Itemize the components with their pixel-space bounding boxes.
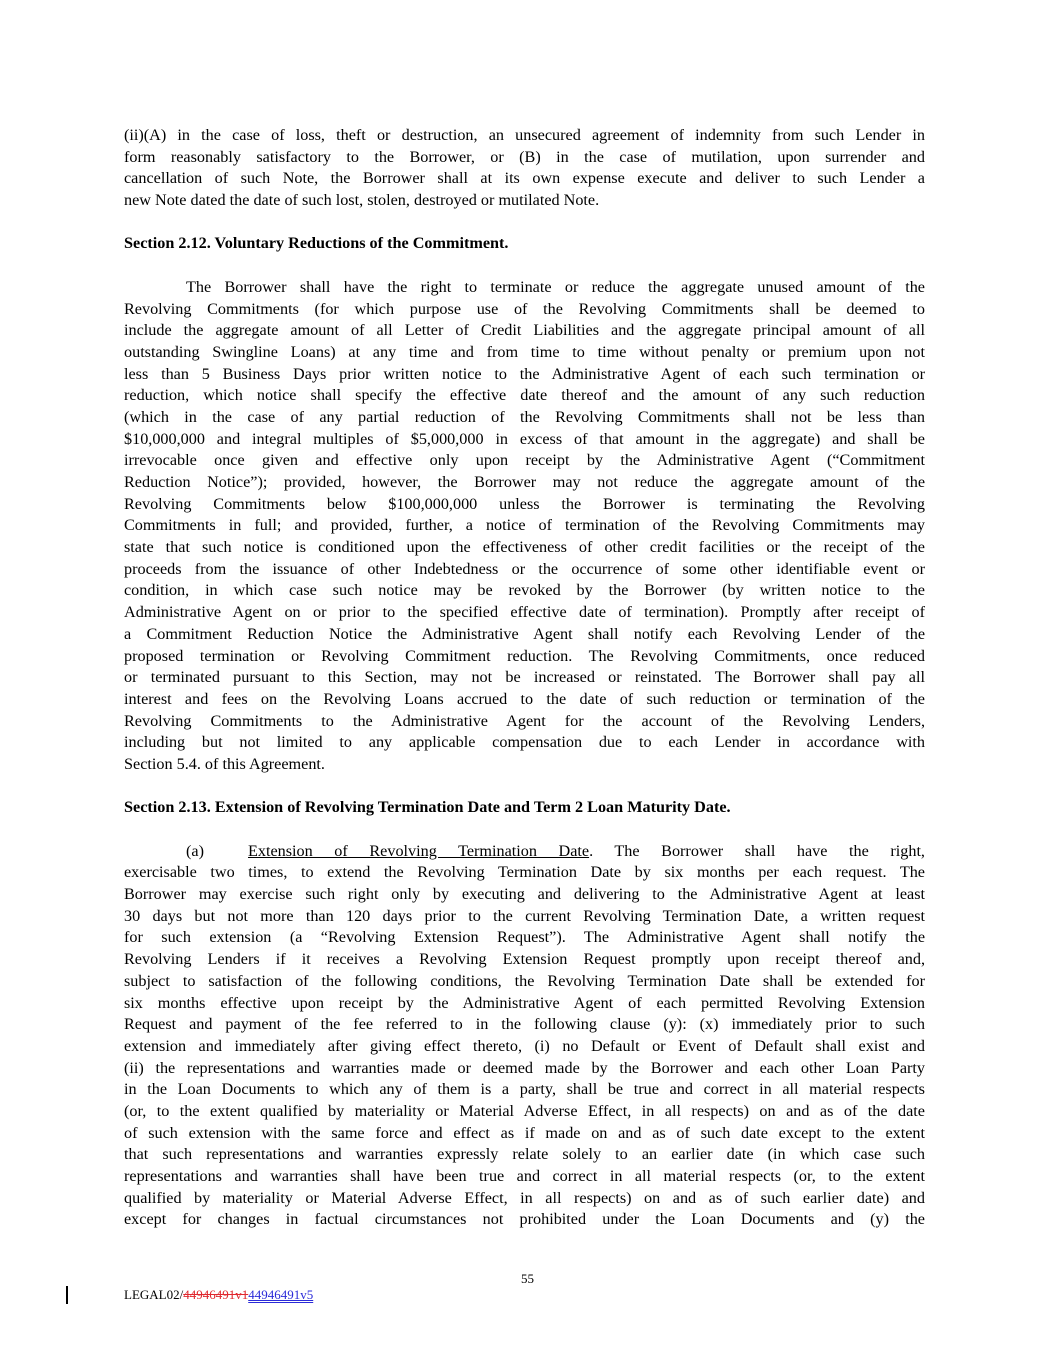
section-heading-2-12: Section 2.12. Voluntary Reductions of the Commitment.	[124, 234, 509, 253]
page-number: 55	[521, 1271, 534, 1286]
text-line: six months effective upon receipt by the Administrative Agent of each permitted Revolving Extension	[124, 993, 925, 1012]
doc-prefix: LEGAL02/	[124, 1287, 184, 1302]
text-line: Revolving Commitments to the Administrative Agent for the account of the Revolving Lenders,	[124, 711, 925, 730]
text-line: $10,000,000 and integral multiples of $5,000,000 in excess of that amount in the aggregate) and shall be	[124, 429, 925, 448]
text-line: exercisable two times, to extend the Revolving Termination Date by six months per each request. The	[124, 863, 925, 882]
text-line: except for changes in factual circumstances not prohibited under the Loan Documents and (y) the	[124, 1210, 925, 1229]
text-line: (which in the case of any partial reduction of the Revolving Commitments shall not be less than	[124, 407, 925, 426]
paragraph-extension	[124, 862, 925, 1231]
text-line: interest and fees on the Revolving Loans accrued to the date of such reduction or termination of the	[124, 689, 925, 708]
text-line: proposed termination or Revolving Commitment reduction. The Revolving Commitments, once reduced	[124, 646, 925, 665]
text-line: (ii)(A) in the case of loss, theft or destruction, an unsecured agreement of indemnity from such Lender in	[124, 126, 925, 144]
deleted-version: 44946491v1	[183, 1287, 249, 1302]
clause-text: . The Borrower shall have the right,	[589, 841, 925, 860]
text-line: Borrower may exercise such right only by executing and delivering to the Administrative Agent at least	[124, 885, 925, 904]
text-line: less than 5 Business Days prior written notice to the Administrative Agent of each such termination or	[124, 364, 925, 383]
text-line: new Note dated the date of such lost, stolen, destroyed or mutilated Note.	[124, 191, 600, 210]
text-line: reduction, which notice shall specify the effective date thereof and the amount of any such reduction	[124, 386, 925, 405]
text-line: subject to satisfaction of the following conditions, the Revolving Termination Date shall be extended for	[124, 971, 925, 990]
text-line: cancellation of such Note, the Borrower shall at its own expense execute and deliver to such Lender a	[124, 169, 925, 188]
text-line: include the aggregate amount of all Letter of Credit Liabilities and the aggregate principal amount of all	[124, 321, 925, 340]
text-line: extension and immediately after giving effect thereto, (i) no Default or Event of Default shall exist and	[124, 1036, 925, 1055]
text-line: 30 days but not more than 120 days prior to the current Revolving Termination Date, a written request	[124, 906, 925, 925]
text-line: form reasonably satisfactory to the Borrower, or (B) in the case of mutilation, upon surrender and	[124, 147, 925, 166]
text-line: representations and warranties shall have been true and correct in all material respects (or, to the extent	[124, 1167, 925, 1185]
text-line: of such extension with the same force and effect as if made on and as of such date except to the extent	[124, 1123, 925, 1142]
text-line: Administrative Agent on or prior to the specified effective date of termination). Promptly after receipt of	[124, 603, 925, 622]
text-line: state that such notice is conditioned upon the effectiveness of other credit facilities or the receipt of the	[124, 538, 925, 557]
text-line: Commitments in full; and provided, further, a notice of termination of the Revolving Commitments may	[124, 516, 925, 535]
text-line: Revolving Lenders if it receives a Revolving Extension Request promptly upon receipt thereof and,	[124, 950, 925, 969]
text-line: (ii) the representations and warranties made or deemed made by the Borrower and each other Loan Party	[124, 1058, 925, 1077]
paragraph-note-replacement	[124, 125, 925, 212]
inserted-version: 44946491v5	[248, 1287, 314, 1302]
text-line: qualified by materiality or Material Adverse Effect, in all respects) on and as of such earlier date) and	[124, 1188, 925, 1207]
text-line: condition, in which case such notice may be revoked by the Borrower (by written notice to the	[124, 581, 925, 600]
clause-a-first-line	[124, 841, 925, 863]
text-line: proceeds from the issuance of other Indebtedness or the occurrence of some other identifiable event or	[124, 559, 925, 578]
text-line: Revolving Commitments (for which purpose use of the Revolving Commitments shall be deemed to	[124, 299, 925, 318]
text-line: a Commitment Reduction Notice the Administrative Agent shall notify each Revolving Lender of the	[124, 624, 925, 643]
text-line: in the Loan Documents to which any of them is a party, shall be true and correct in all material respects	[124, 1080, 925, 1099]
text-line: including but not limited to any applicable compensation due to each Lender in accordance with	[124, 733, 925, 752]
text-line: that such representations and warranties expressly relate solely to an earlier date (in which case such	[124, 1145, 925, 1164]
document-id-footer	[124, 1287, 313, 1303]
text-line: Reduction Notice”); provided, however, the Borrower may not reduce the aggregate amount of the	[124, 473, 925, 491]
text-line: Section 5.4. of this Agreement.	[124, 754, 325, 773]
change-bar	[66, 1286, 68, 1304]
section-heading-2-13: Section 2.13. Extension of Revolving Termination Date and Term 2 Loan Maturity Date.	[124, 798, 731, 817]
text-line: Request and payment of the fee referred to in the following clause (y): (x) immediately prior to such	[124, 1015, 925, 1034]
document-body	[124, 125, 925, 1231]
text-line: Revolving Commitments below $100,000,000 unless the Borrower is terminating the Revolving	[124, 494, 925, 513]
text-line: outstanding Swingline Loans) at any time and from time to time without penalty or premium upon not	[124, 342, 925, 361]
text-line: (or, to the extent qualified by materiality or Material Adverse Effect, in all respects) on and as of the date	[124, 1101, 925, 1120]
clause-title: Extension of Revolving Termination Date	[248, 841, 590, 860]
text-line: for such extension (a “Revolving Extension Request”). The Administrative Agent shall notify the	[124, 928, 925, 947]
text-line: The Borrower shall have the right to terminate or reduce the aggregate unused amount of the	[186, 277, 925, 296]
clause-label: (a)	[186, 841, 204, 860]
text-line: irrevocable once given and effective only upon receipt by the Administrative Agent (“Commitment	[124, 451, 925, 470]
paragraph-voluntary-reductions	[124, 277, 925, 776]
text-line: or terminated pursuant to this Section, may not be increased or reinstated. The Borrower shall pay all	[124, 668, 925, 687]
